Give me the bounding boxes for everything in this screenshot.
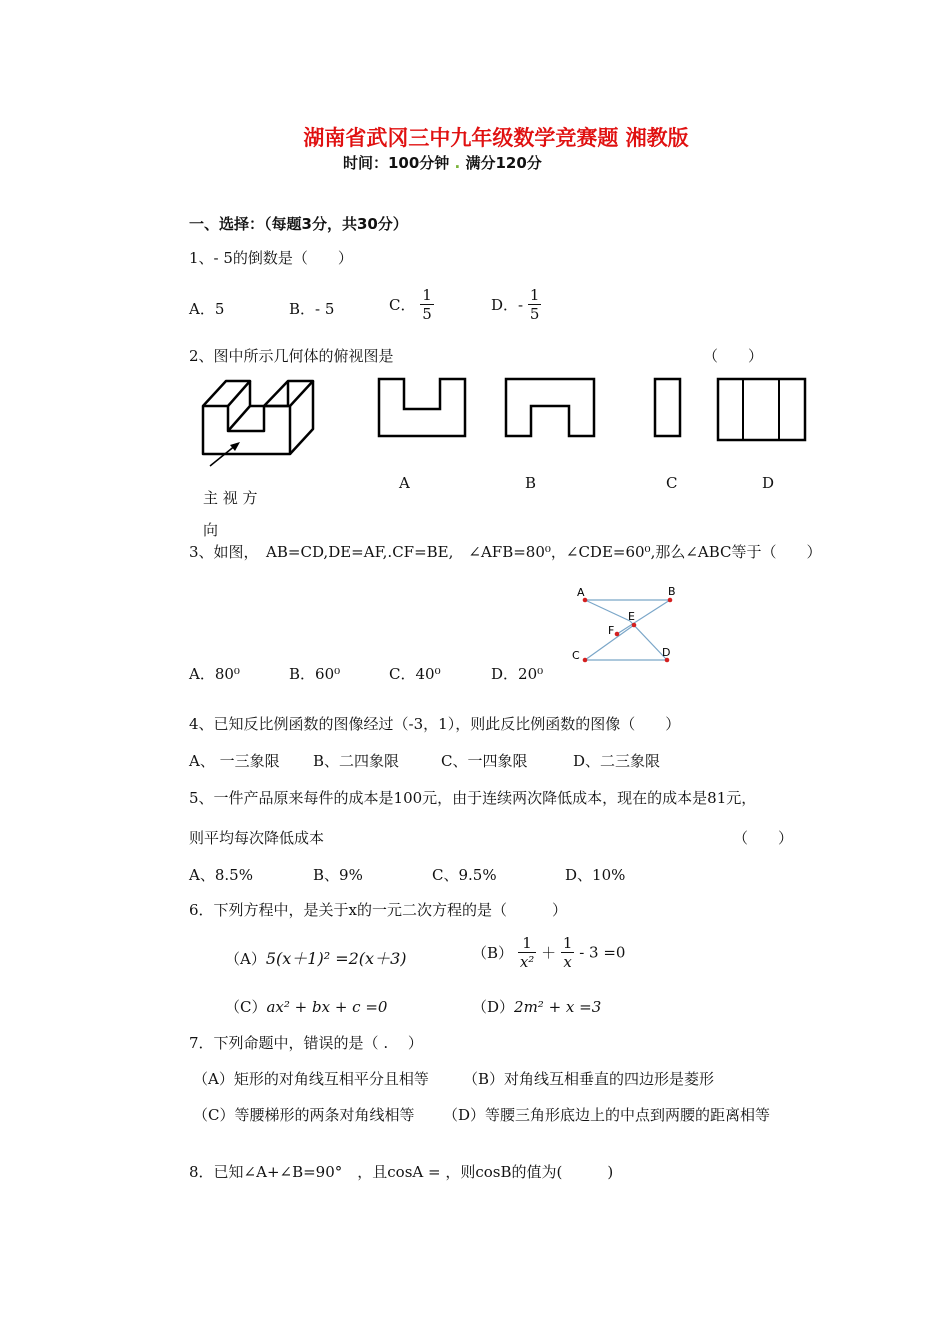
- label-f: F: [608, 624, 615, 637]
- q5-option-b: B、9%: [313, 866, 363, 884]
- q2-option-a-figure: [378, 378, 468, 438]
- q3-figure: [570, 584, 680, 664]
- section-heading: 一、选择：（每题3分，共30分）: [189, 215, 408, 233]
- view-direction-label-1: 主 视 方: [203, 489, 258, 507]
- q6-stem: 6．下列方程中，是关于x的一元二次方程的是（ ）: [189, 901, 568, 919]
- q7-option-d: （D）等腰三角形底边上的中点到两腰的距离相等: [443, 1106, 771, 1124]
- q1-option-d: D．- $\frac{1}{5}$: [491, 286, 540, 323]
- q5-option-a: A、8.5%: [189, 866, 253, 884]
- q3-option-c: C．40⁰: [389, 665, 441, 683]
- q5-paren: （ ）: [733, 829, 794, 847]
- q5-stem-line2: 则平均每次降低成本: [189, 829, 325, 847]
- q4-stem: 4、已知反比例函数的图像经过（-3，1），则此反比例函数的图像（ ）: [189, 715, 681, 733]
- q5-option-d: D、10%: [565, 866, 626, 884]
- q2-stem: 2、图中所示几何体的俯视图是: [189, 347, 394, 365]
- label-d: D: [662, 646, 671, 659]
- exam-score: 满分120分: [465, 154, 542, 172]
- exam-time: 时间：100分钟: [343, 154, 450, 172]
- q8-stem: 8．已知∠A+∠B=90° ，且cosA = ，则cosB的值为( ): [189, 1163, 614, 1181]
- q6-option-c: （C）ax² + bx + c =0: [225, 998, 388, 1016]
- label-c: C: [572, 649, 580, 662]
- exam-info: [343, 152, 542, 173]
- q4-option-d: D、二三象限: [573, 752, 661, 770]
- q3-option-d: D．20⁰: [491, 665, 544, 683]
- label-e: E: [628, 610, 635, 623]
- q2-option-d-figure: [717, 378, 809, 442]
- q3-option-b: B．60⁰: [289, 665, 341, 683]
- q1-option-a: A．5: [189, 300, 225, 318]
- q1-stem: 1、- 5的倒数是（ ）: [189, 249, 353, 267]
- separator-dot: .: [454, 154, 461, 172]
- q3-option-a: A．80⁰: [189, 665, 240, 683]
- q1-option-b: B．- 5: [289, 300, 335, 318]
- q5-stem-line1: 5、一件产品原来每件的成本是100元，由于连续两次降低成本，现在的成本是81元，: [189, 789, 757, 807]
- label-a: A: [577, 586, 585, 599]
- q2-option-b-figure: [505, 378, 597, 438]
- q2-option-c-figure: [654, 378, 684, 438]
- q2-paren: （ ）: [703, 347, 764, 365]
- q6-option-a: （A）5(x＋1)² =2(x＋3): [225, 949, 407, 968]
- q1-option-c: C． $\frac{1}{5}$: [389, 286, 432, 323]
- point-e: [632, 623, 637, 628]
- q7-option-c: （C）等腰梯形的两条对角线相等: [193, 1106, 415, 1124]
- q2-option-d-label: D: [762, 474, 775, 492]
- q4-option-b: B、二四象限: [313, 752, 400, 770]
- q6-option-b: （B） $\frac{1}{\text{x²}}$ ＋ $\frac{1}{x}$ - 3 =0: [472, 934, 626, 971]
- page-title: 湖南省武冈三中九年级数学竞赛题 湘教版: [303, 126, 689, 150]
- q4-option-a: A、 一三象限: [189, 752, 280, 770]
- view-direction-label-2: 向: [203, 521, 219, 539]
- q6-option-d: （D）2m² + x =3: [472, 998, 602, 1016]
- point-f: [615, 632, 620, 637]
- label-b: B: [668, 585, 676, 598]
- q2-option-c-label: C: [666, 474, 678, 492]
- q2-option-a-label: A: [399, 474, 410, 492]
- q7-option-a: （A）矩形的对角线互相平分且相等: [193, 1070, 429, 1088]
- q3-stem: 3、如图， AB=CD,DE=AF,.CF=BE, ∠AFB=80⁰，∠CDE=60⁰,那么∠ABC等于（ ）: [189, 543, 822, 561]
- q2-option-b-label: B: [525, 474, 537, 492]
- q5-option-c: C、9.5%: [432, 866, 497, 884]
- q7-stem: 7．下列命题中，错误的是（ . ）: [189, 1034, 423, 1052]
- q4-option-c: C、一四象限: [441, 752, 528, 770]
- point-b: [668, 598, 673, 603]
- q7-option-b: （B）对角线互相垂直的四边形是菱形: [463, 1070, 715, 1088]
- view-direction-arrow: [206, 440, 246, 470]
- point-c: [583, 658, 588, 663]
